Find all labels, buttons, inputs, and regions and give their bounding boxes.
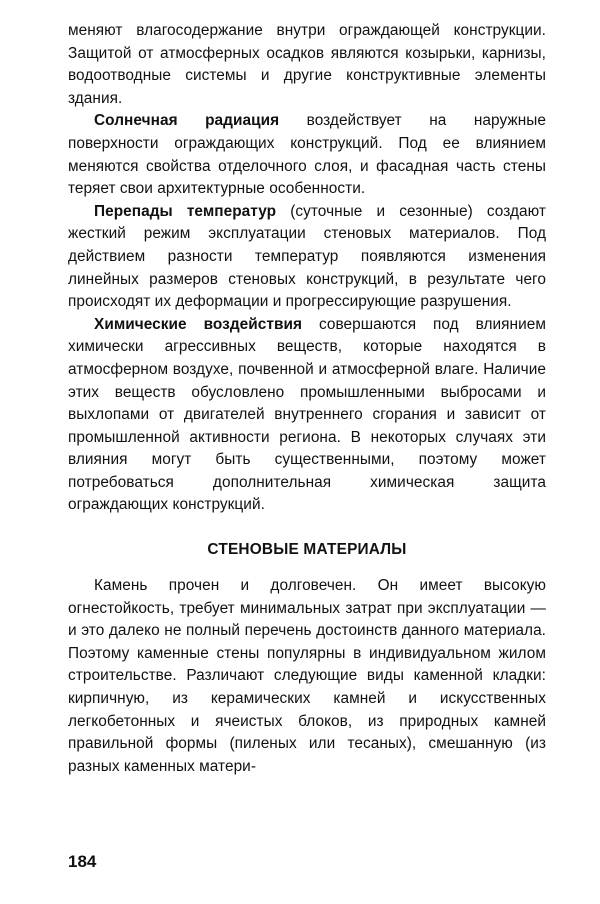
- paragraph-stone: [68, 575, 546, 778]
- paragraph-temperature-changes: [68, 201, 546, 314]
- term-temperature-changes: Перепады температур: [94, 202, 277, 220]
- paragraph-text: совершаются под влиянием химически агрессивных веществ, которые находятся в атмосферном воздухе, почвенной и атмосферной влаге. Наличие этих веществ обусловлено промышленными выбросами и выхлопами от двигателей внутреннего сгорания и зависит от промышленной активности региона. В некоторых случаях эти влияния могут быть существенными, поэтому может потребоваться дополнительная химическая защита ограждающих конструкций.: [68, 315, 546, 514]
- paragraph-continuation: [68, 20, 546, 110]
- section-heading: СТЕНОВЫЕ МАТЕРИАЛЫ: [207, 541, 407, 559]
- term-chemical-effects: Химические воздействия: [94, 315, 303, 333]
- paragraph-text: воздействует на наружные поверхности ограждающих конструкций. Под ее влиянием меняются свойства отделочного слоя, и фасадная часть стены теряет свои архитектурные особенности.: [68, 112, 546, 198]
- paragraph-text: меняют влагосодержание внутри ограждающей конструкции. Защитой от атмосферных осадков являются козырьки, карнизы, водоотводные системы и другие конструктивные элементы здания.: [68, 22, 546, 107]
- paragraph-text: Камень прочен и долговечен. Он имеет высокую огнестойкость, требует минимальных затрат при эксплуатации — и это далеко не полный перечень достоинств данного материала. Поэтому каменные стены популярны в индивидуальном жилом строительстве. Различают следующие виды каменной кладки: кирпичную, из керамических камней и искусственных легкобетонных и ячеистых блоков, из природных камней правильной формы (пиленых или тесаных), смешанную (из разных каменных матери-: [68, 577, 546, 775]
- book-page: [68, 20, 546, 778]
- body-text: [68, 20, 546, 778]
- paragraph-chemical-effects: [68, 314, 546, 517]
- paragraph-text: (суточные и сезонные) создают жесткий режим эксплуатации стеновых материалов. Под действием разности температур появляются изменения линейных размеров стеновых конструкций, в результате чего происходят их деформации и прогрессирующие разрушения.: [68, 202, 547, 311]
- term-solar-radiation: Солнечная радиация: [94, 112, 280, 130]
- page-number: 184: [68, 852, 97, 871]
- paragraph-solar-radiation: [68, 110, 546, 200]
